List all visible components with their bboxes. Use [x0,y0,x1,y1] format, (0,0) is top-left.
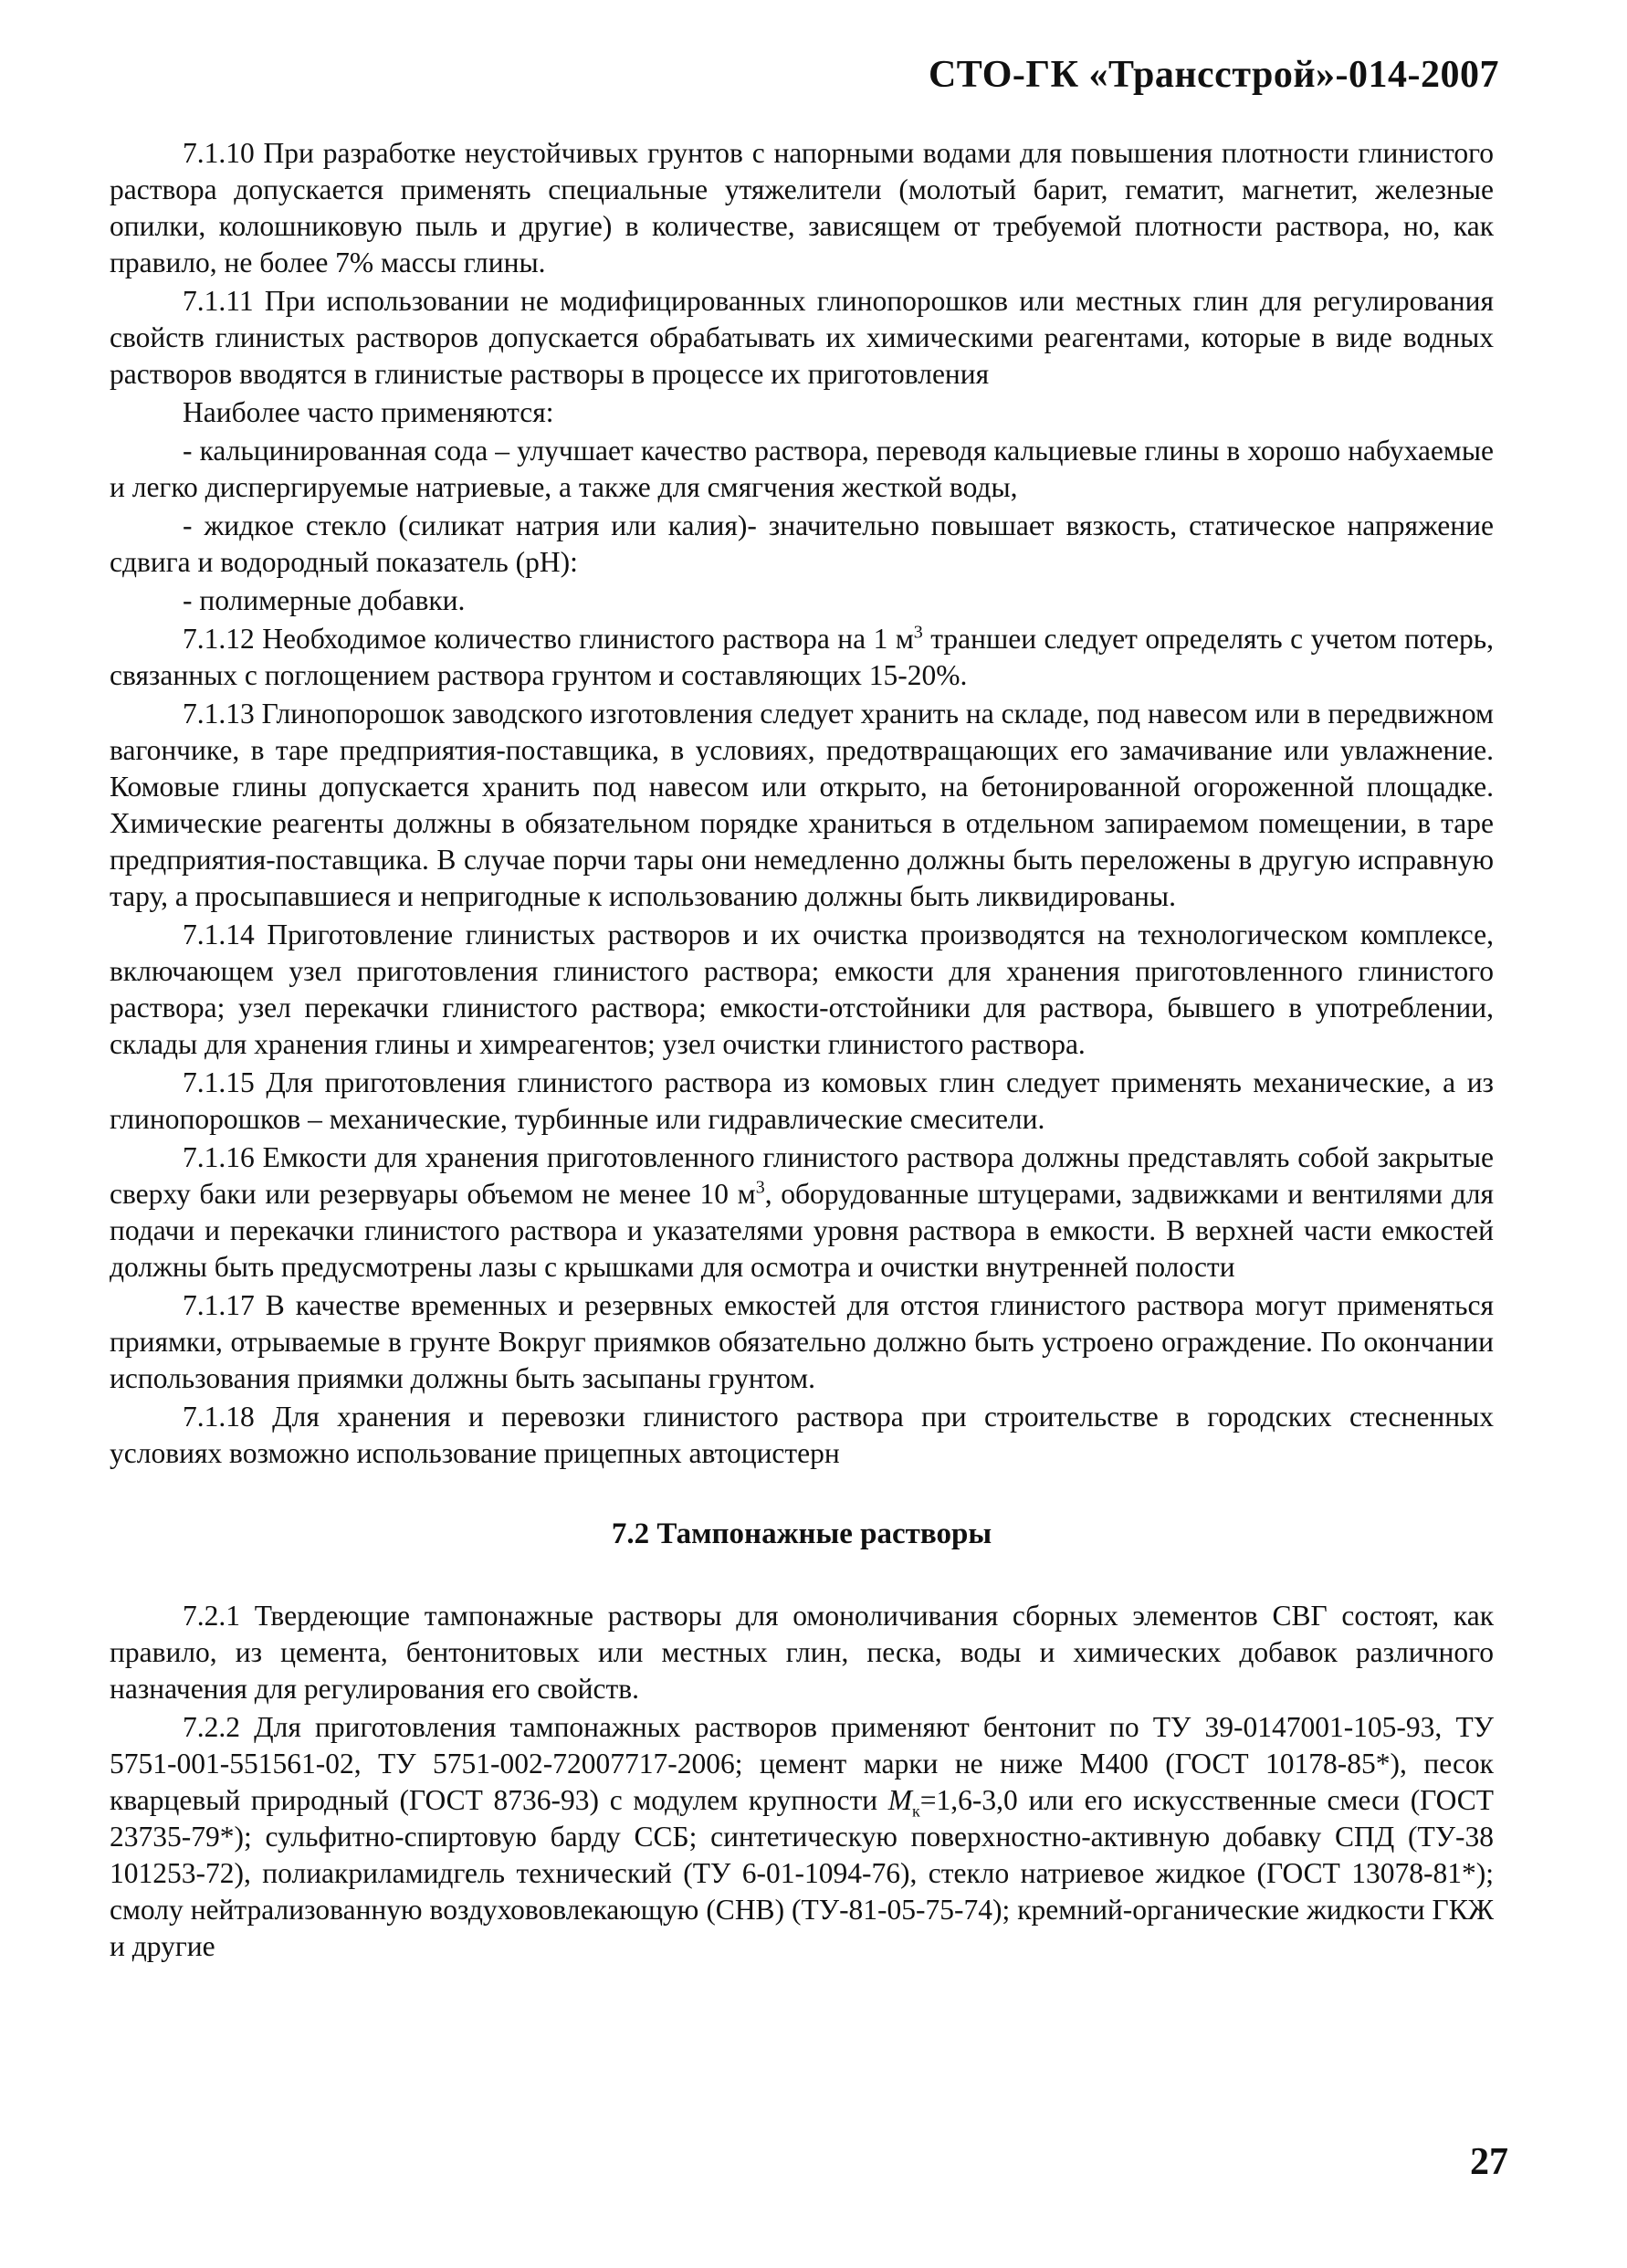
paragraph-list-intro: Наиболее часто применяются: [183,396,554,428]
list-item-soda: - кальцинированная сода – улучшает качество раствора, переводя кальциевые глины в хорошо набухаемые и легко диспергируемые натриевые, а также для смягчения жесткой воды, [110,435,1494,503]
paragraph-7-1-17: 7.1.17 В качестве временных и резервных емкостей для отстоя глинистого раствора могут применяться приямки, отрываемые в грунте Вокруг приямков обязательно должно быть устроено ограждение. По окончании использования приямки должны быть засыпаны грунтом. [110,1289,1494,1394]
paragraph-7-1-12: 7.1.12 Необходимое количество глинистого раствора на 1 $м^3$ траншеи следует определять с учетом потерь, связанных с поглощением раствора грунтом и составляющих 15-20%. [110,622,1494,691]
page-number: 27 [1470,2141,1508,2183]
paragraph-7-1-16: 7.1.16 Емкости для хранения приготовленного глинистого раствора должны представлять собой закрытые сверху баки или резервуары объемом не менее 10 $м^3$, оборудованные штуцерами, задвижками и вентилями для подачи и перекачки глинистого раствора и указателями уровня раствора в емкости. В верхней части емкостей должны быть предусмотрены лазы с крышками для осмотра и очистки внутренней полости [110,1141,1494,1283]
document-body [110,135,1494,1967]
paragraph-7-1-10: 7.1.10 При разработке неустойчивых грунтов с напорными водами для повышения плотности глинистого раствора допускается применять специальные утяжелители (молотый барит, гематит, магнетит, железные опилки, колошниковую пыль и другие) в количестве, зависящем от требуемой плотности раствора, но, как правило, не более 7% массы глины. [110,137,1494,278]
document-header: СТО-ГК «Трансстрой»-014-2007 [928,54,1499,96]
paragraph-7-1-11: 7.1.11 При использовании не модифицированных глинопорошков или местных глин для регулирования свойств глинистых растворов допускается обрабатывать их химическими реагентами, которые в виде водных растворов вводятся в глинистые растворы в процессе их приготовления [110,285,1494,390]
section-title: 7.2 Тампонажные растворы [611,1517,992,1550]
paragraph-7-2-1: 7.2.1 Твердеющие тампонажные растворы для омоноличивания сборных элементов СВГ состоят, как правило, из цемента, бентонитовых или местных глин, песка, воды и химических добавок различного назначения для регулирования его свойств. [110,1600,1494,1705]
list-item-polymer: - полимерные добавки. [183,584,466,616]
paragraph-7-1-14: 7.1.14 Приготовление глинистых растворов и их очистка производятся на технологическом комплексе, включающем узел приготовления глинистого раствора; емкости для хранения приготовленного глинистого раствора; узел перекачки глинистого раствора; емкости-отстойники для раствора, бывшего в употреблении, склады для хранения глины и химреагентов; узел очистки глинистого раствора. [110,919,1494,1060]
paragraph-7-1-15: 7.1.15 Для приготовления глинистого раствора из комовых глин следует применять механические, а из глинопорошков – механические, турбинные или гидравлические смесители. [110,1066,1494,1135]
paragraph-7-1-18: 7.1.18 Для хранения и перевозки глинистого раствора при строительстве в городских стесненных условиях возможно использование прицепных автоцистерн [110,1401,1494,1469]
list-item-liquid-glass: - жидкое стекло (силикат натрия или калия)- значительно повышает вязкость, статическое напряжение сдвига и водородный показатель (рН): [110,509,1494,578]
paragraph-7-2-2: 7.2.2 Для приготовления тампонажных растворов применяют бентонит по ТУ 39-0147001-105-93, ТУ 5751-001-551561-02, ТУ 5751-002-72007717-2006; цемент марки не ниже М400 (ГОСТ 10178-85*), песок кварцевый природный (ГОСТ 8736-93) с модулем крупности $М_к=1,6-3,0$ или его искусственные смеси (ГОСТ 23735-79*); сульфитно-спиртовую барду ССБ; синтетическую поверхностно-активную добавку СПД (ТУ-38 101253-72), полиакриламидгель технический (ТУ 6-01-1094-76), стекло натриевое жидкое (ГОСТ 13078-81*); смолу нейтрализованную воздухововлекающую (СНВ) (ТУ-81-05-75-74); кремний-органические жидкости ГКЖ и другие [110,1711,1494,1962]
paragraph-7-1-13: 7.1.13 Глинопорошок заводского изготовления следует хранить на складе, под навесом или в передвижном вагончике, в таре предприятия-поставщика, в условиях, предотвращающих его замачивание или увлажнение. Комовые глины допускается хранить под навесом или открыто, на бетонированной огороженной площадке. Химические реагенты должны в обязательном порядке храниться в отдельном запираемом помещении, в таре предприятия-поставщика. В случае порчи тары они немедленно должны быть переложены в другую исправную тару, а просыпавшиеся и непригодные к использованию должны быть ликвидированы. [110,698,1494,912]
